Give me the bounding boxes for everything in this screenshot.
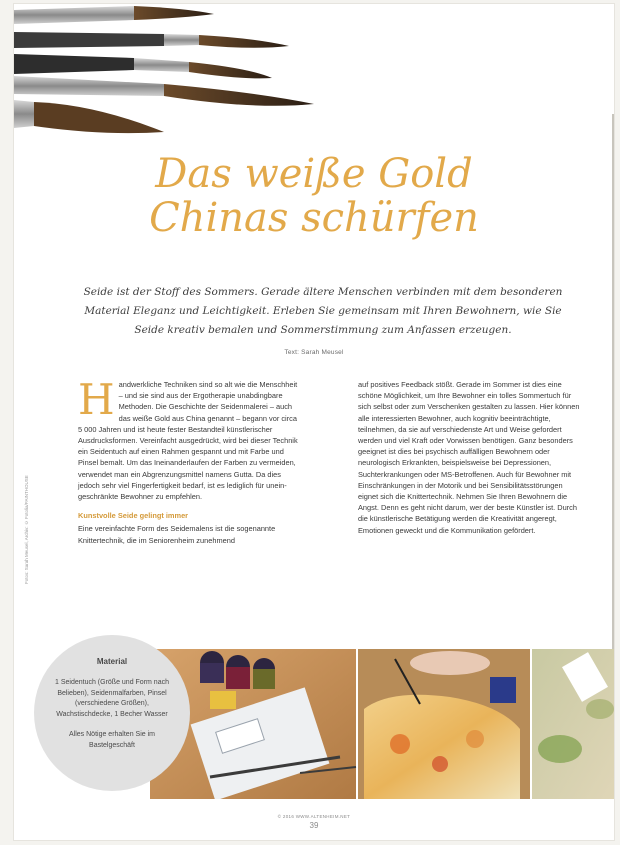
body-paragraph-3: auf positives Feedback stößt. Gerade im Sommer ist dies eine schöne Möglichkeit, um Ihre Bewohner ein tolles Sommertuch für sich selbst oder zum Verschenken gestalten zu lassen. Hier können alle interessierten Bewohner, auch kognitiv beeinträchtigte, teilnehmen, da sie auf verschiedenste Art und Weise gefordert werden und viel Kraft oder Vorwissen benötigen. Ganz besonders geeignet ist dies bei psychisch auffälligen Bewohnern oder neurologisch Erkrankten, beispielsweise bei Depressionen, Suchterkrankungen oder MS-Betroffenen. Auch für Bewohner mit Einschränkungen in der Motorik und bei Sensibilitätsstörungen eignet sich die Knittertechnik. Nehmen Sie Ihren Bewohnern die Angst. Denn es geht nicht darum, wer der beste Künstler ist. Durch die künstlerische Betätigung werden die Kreativität angeregt, Emotionen geweckt und die Kommunikation gefördert.	[358, 380, 580, 535]
title-line-2: Chinas schürfen	[149, 195, 479, 241]
brush-3	[14, 54, 272, 78]
body-paragraph-2: Eine vereinfachte Form des Seidemalens ist die sogenannte Knittertechnik, die im Seniorenheim zunehmend	[78, 524, 276, 545]
photo-strip	[150, 649, 614, 799]
material-note: Alles Nötige erhalten Sie im Bastelgeschäft	[69, 731, 155, 749]
material-info-box	[34, 635, 190, 791]
brush-5	[14, 100, 164, 133]
text-column-1	[78, 375, 300, 546]
magazine-page	[14, 4, 614, 840]
page-footer	[14, 814, 614, 830]
footer-line: © 2016 WWW.ALTENHEIM.NET	[277, 814, 351, 819]
drop-cap: H	[78, 375, 115, 424]
title-line-1: Das weiße Gold	[155, 151, 473, 197]
photo-painting	[358, 649, 530, 799]
photo-finished-silk	[532, 649, 614, 799]
article-byline: Text: Sarah Meusel	[284, 349, 344, 356]
text-column-2	[358, 379, 582, 536]
section-subheading: Kunstvolle Seide gelingt immer	[78, 511, 189, 521]
brush-4	[14, 76, 314, 106]
page-number: 39	[309, 821, 319, 830]
paintbrushes-image	[14, 4, 344, 154]
photo-credit: Fotos: Sarah Meusel, Archiv: © Fotolia/PAINTHOUSE	[24, 475, 29, 584]
article-lead: Seide ist der Stoff des Sommers. Gerade ältere Menschen verbinden mit dem besonderen Material Eleganz und Leichtigkeit. Erleben Sie gemeinsam mit Ihren Bewohnern, wie Sie Seide kreativ bemalen und Sommerstimmung zum Anfassen erzeugen.	[83, 286, 563, 336]
article-title	[14, 152, 614, 240]
material-title: Material	[96, 657, 128, 666]
brush-2	[14, 32, 289, 48]
material-list: 1 Seidentuch (Größe und Form nach Belieben), Seidenmalfarben, Pinsel (verschiedene Größen), Wachstischdecke, 1 Becher Wasser	[54, 679, 169, 718]
brush-1	[14, 6, 214, 24]
body-paragraph-1: andwerkliche Techniken sind so alt wie die Menschheit – und sie sind aus der Ergotherapie unabdingbare Methoden. Die Geschichte der Seidenmalerei – auch das weiße Gold aus China genannt – begann vor circa 5 000 Jahren und ist heute fester Bestandteil künstlerischer Ausdrucksformen. Vereinfacht ausgedrückt, wird bei dieser Technik ein Seidentuch auf einen Rahmen gespannt und mit Farbe und Pinsel bemalt. Um das Ineinanderlaufen der Farben zu vermeiden, verwendet man ein Abgrenzungsmittel namens Gutta. Da dies jedoch sehr viel Fingerfertigkeit bedarf, ist es lediglich für unein-geschränkte Bewohner zu empfehlen.	[78, 380, 298, 502]
